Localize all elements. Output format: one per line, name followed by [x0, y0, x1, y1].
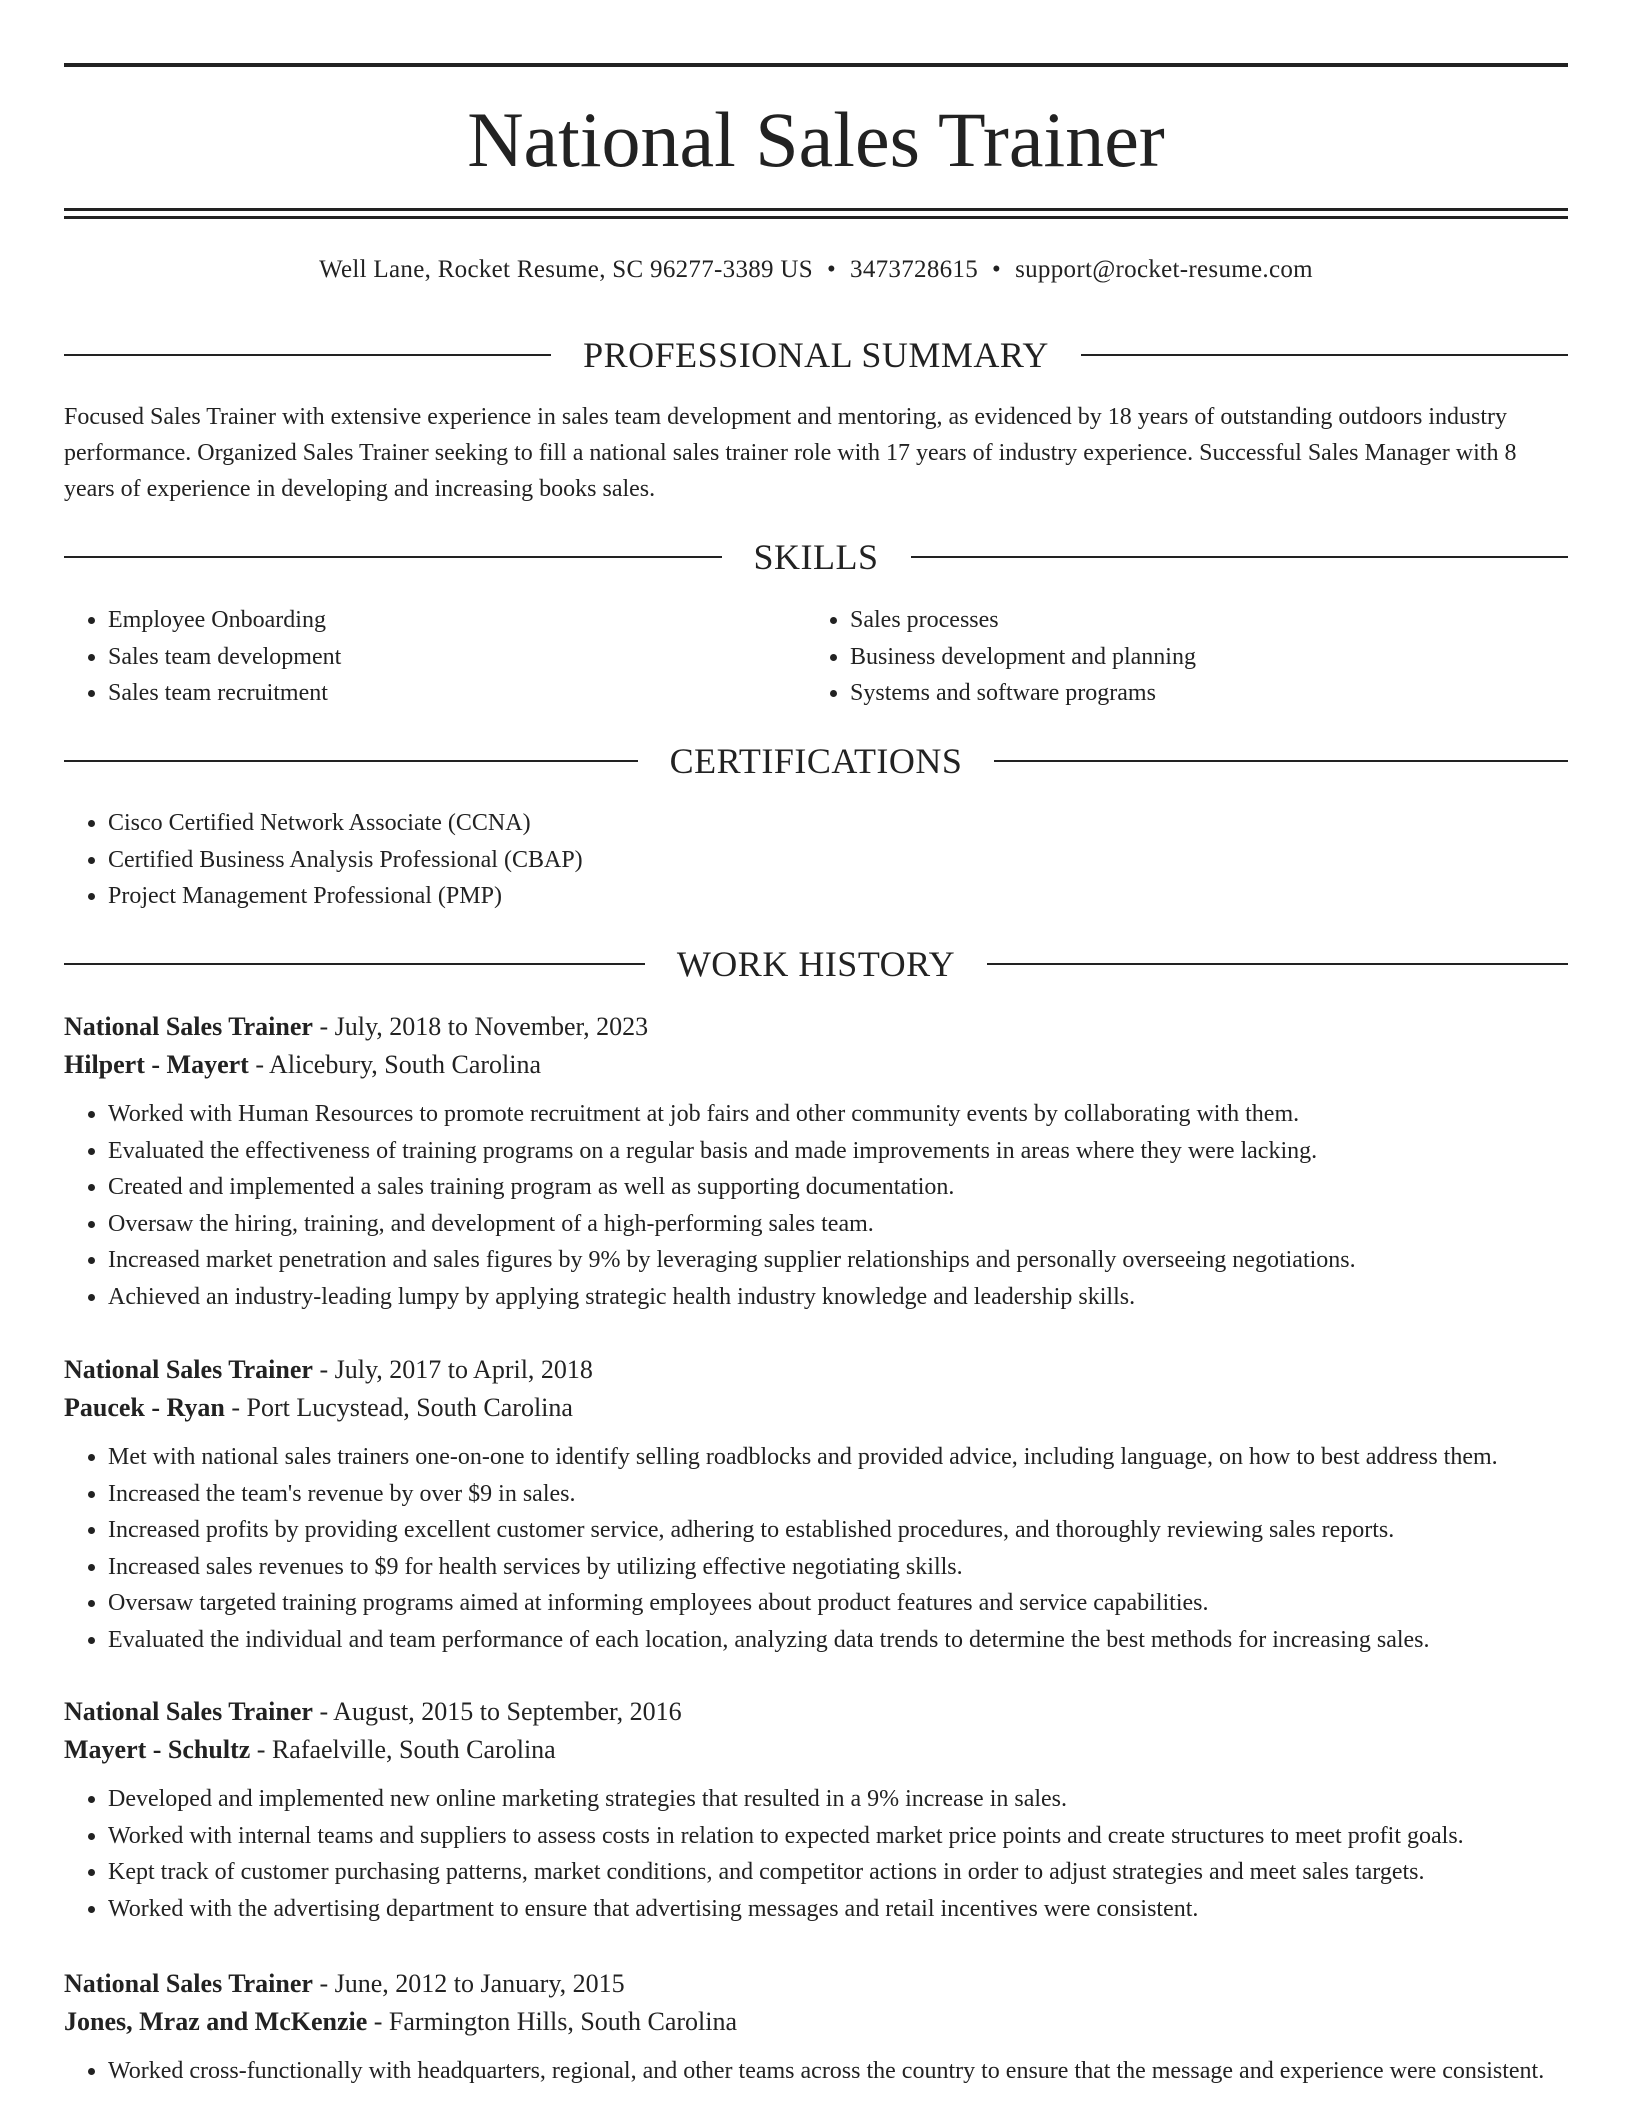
job-bullet: • Created and implemented a sales training program as well as supporting documentation. — [108, 1169, 1568, 1206]
job-bullet: • Developed and implemented new online marketing strategies that resulted in a 9% increase in sales. — [108, 1781, 1568, 1818]
job-entry — [64, 1693, 1568, 1927]
job-entry — [64, 1965, 1568, 2090]
job-dates: - June, 2012 to January, 2015 — [312, 1969, 625, 1998]
heading-rule-right — [994, 760, 1568, 762]
heading-rule-left — [64, 354, 551, 356]
contact-separator: • — [826, 256, 837, 283]
summary-heading-label: PROFESSIONAL SUMMARY — [583, 335, 1049, 375]
job-bullet: • Met with national sales trainers one-on-one to identify selling roadblocks and provided advice, including language, on how to best address them. — [108, 1439, 1568, 1476]
certification-item: • Cisco Certified Network Associate (CCNA) — [108, 805, 1568, 842]
heading-rule-right — [1081, 354, 1568, 356]
heading-rule-right — [911, 556, 1569, 558]
job-title-line — [64, 1965, 1568, 2003]
job-bullet: • Oversaw targeted training programs aimed at informing employees about product features and service capabilities. — [108, 1585, 1568, 1622]
certification-item: • Certified Business Analysis Professional (CBAP) — [108, 842, 1568, 879]
certifications-heading — [64, 739, 1568, 783]
job-bullet: • Worked with internal teams and suppliers to assess costs in relation to expected market price points and create structures to meet profit goals. — [108, 1818, 1568, 1855]
job-company-line — [64, 1731, 1568, 1769]
job-title: National Sales Trainer — [64, 1355, 313, 1384]
skills-column-right — [806, 602, 1506, 712]
job-title-line — [64, 1351, 1568, 1389]
summary-heading — [64, 333, 1568, 377]
title-double-rule — [64, 208, 1568, 219]
job-entry — [64, 1008, 1568, 1315]
job-title-line — [64, 1008, 1568, 1046]
certifications-heading-label: CERTIFICATIONS — [669, 741, 963, 781]
job-location: - Farmington Hills, South Carolina — [367, 2007, 738, 2036]
skill-item: • Systems and software programs — [850, 675, 1506, 712]
job-dates: - August, 2015 to September, 2016 — [312, 1697, 682, 1726]
skill-item: • Sales team development — [108, 639, 764, 676]
heading-rule-left — [64, 963, 645, 965]
heading-rule-left — [64, 556, 722, 558]
work-history-heading-label: WORK HISTORY — [676, 944, 956, 984]
job-dates: - July, 2018 to November, 2023 — [312, 1012, 649, 1041]
job-bullet: • Worked with the advertising department to ensure that advertising messages and retail incentives were consistent. — [108, 1891, 1568, 1928]
job-company: Paucek - Ryan — [64, 1393, 225, 1422]
summary-text: Focused Sales Trainer with extensive experience in sales team development and mentoring, as evidenced by 18 years of outstanding outdoors industry performance. Organized Sales Trainer seeking to fill a national sales trainer role with 17 years of industry experience. Successful Sales Manager with 8 years of experience in developing and increasing books sales. — [64, 404, 1517, 502]
job-bullets — [64, 1096, 1568, 1315]
skills-column-left — [64, 602, 764, 712]
job-entry — [64, 1351, 1568, 1658]
job-company-line — [64, 1046, 1568, 1084]
skill-item: • Business development and planning — [850, 639, 1506, 676]
work-history-heading — [64, 942, 1568, 986]
job-title-line — [64, 1693, 1568, 1731]
job-dates: - July, 2017 to April, 2018 — [312, 1355, 593, 1384]
job-bullet: • Worked with Human Resources to promote recruitment at job fairs and other community events by collaborating with them. — [108, 1096, 1568, 1133]
skills-list-right — [806, 602, 1506, 712]
job-company-line — [64, 1389, 1568, 1427]
job-bullets — [64, 1781, 1568, 1927]
contact-separator: • — [992, 256, 1002, 283]
certifications-list — [64, 805, 1568, 915]
contact-email: support@rocket-resume.com — [1015, 256, 1313, 283]
job-location: - Rafaelville, South Carolina — [250, 1735, 556, 1764]
heading-rule-left — [64, 760, 638, 762]
certifications-column — [64, 805, 1568, 915]
job-bullet: • Worked cross-functionally with headquarters, regional, and other teams across the country to ensure that the message and experience were consistent. — [108, 2053, 1568, 2090]
job-bullet: • Increased market penetration and sales figures by 9% by leveraging supplier relationships and personally overseeing negotiations. — [108, 1242, 1568, 1279]
job-bullet: • Oversaw the hiring, training, and development of a high-performing sales team. — [108, 1206, 1568, 1243]
skills-heading — [64, 535, 1568, 579]
skill-item: • Employee Onboarding — [108, 602, 764, 639]
job-title: National Sales Trainer — [64, 1012, 313, 1041]
contact-address: Well Lane, Rocket Resume, SC 96277-3389 US — [319, 256, 813, 283]
job-company: Mayert - Schultz — [64, 1735, 251, 1764]
contact-phone: 3473728615 — [850, 256, 979, 283]
job-bullet: • Increased profits by providing excellent customer service, adhering to established procedures, and thoroughly reviewing sales reports. — [108, 1512, 1568, 1549]
skill-item: • Sales processes — [850, 602, 1506, 639]
resume-title: National Sales Trainer — [467, 96, 1165, 183]
job-location: - Port Lucystead, South Carolina — [224, 1393, 573, 1422]
job-title: National Sales Trainer — [64, 1697, 313, 1726]
job-company: Jones, Mraz and McKenzie — [64, 2007, 368, 2036]
skills-heading-label: SKILLS — [753, 537, 879, 577]
job-company: Hilpert - Mayert — [64, 1050, 249, 1079]
job-bullet: • Achieved an industry-leading lumpy by applying strategic health industry knowledge and leadership skills. — [108, 1279, 1568, 1316]
job-title: National Sales Trainer — [64, 1969, 313, 1998]
job-bullet: • Kept track of customer purchasing patterns, market conditions, and competitor actions in order to adjust strategies and meet sales targets. — [108, 1854, 1568, 1891]
job-bullet: • Increased sales revenues to $9 for health services by utilizing effective negotiating skills. — [108, 1549, 1568, 1586]
job-bullet: • Increased the team's revenue by over $9 in sales. — [108, 1476, 1568, 1513]
job-bullets — [64, 2053, 1568, 2090]
top-rule — [64, 63, 1568, 67]
job-bullets — [64, 1439, 1568, 1658]
certification-item: • Project Management Professional (PMP) — [108, 878, 1568, 915]
skill-item: • Sales team recruitment — [108, 675, 764, 712]
job-company-line — [64, 2003, 1568, 2041]
job-location: - Alicebury, South Carolina — [248, 1050, 542, 1079]
heading-rule-right — [987, 963, 1568, 965]
contact-line — [64, 252, 1568, 288]
skills-list-left — [64, 602, 764, 712]
job-bullet: • Evaluated the individual and team performance of each location, analyzing data trends to determine the best methods for increasing sales. — [108, 1622, 1568, 1659]
job-bullet: • Evaluated the effectiveness of training programs on a regular basis and made improvements in areas where they were lacking. — [108, 1133, 1568, 1170]
